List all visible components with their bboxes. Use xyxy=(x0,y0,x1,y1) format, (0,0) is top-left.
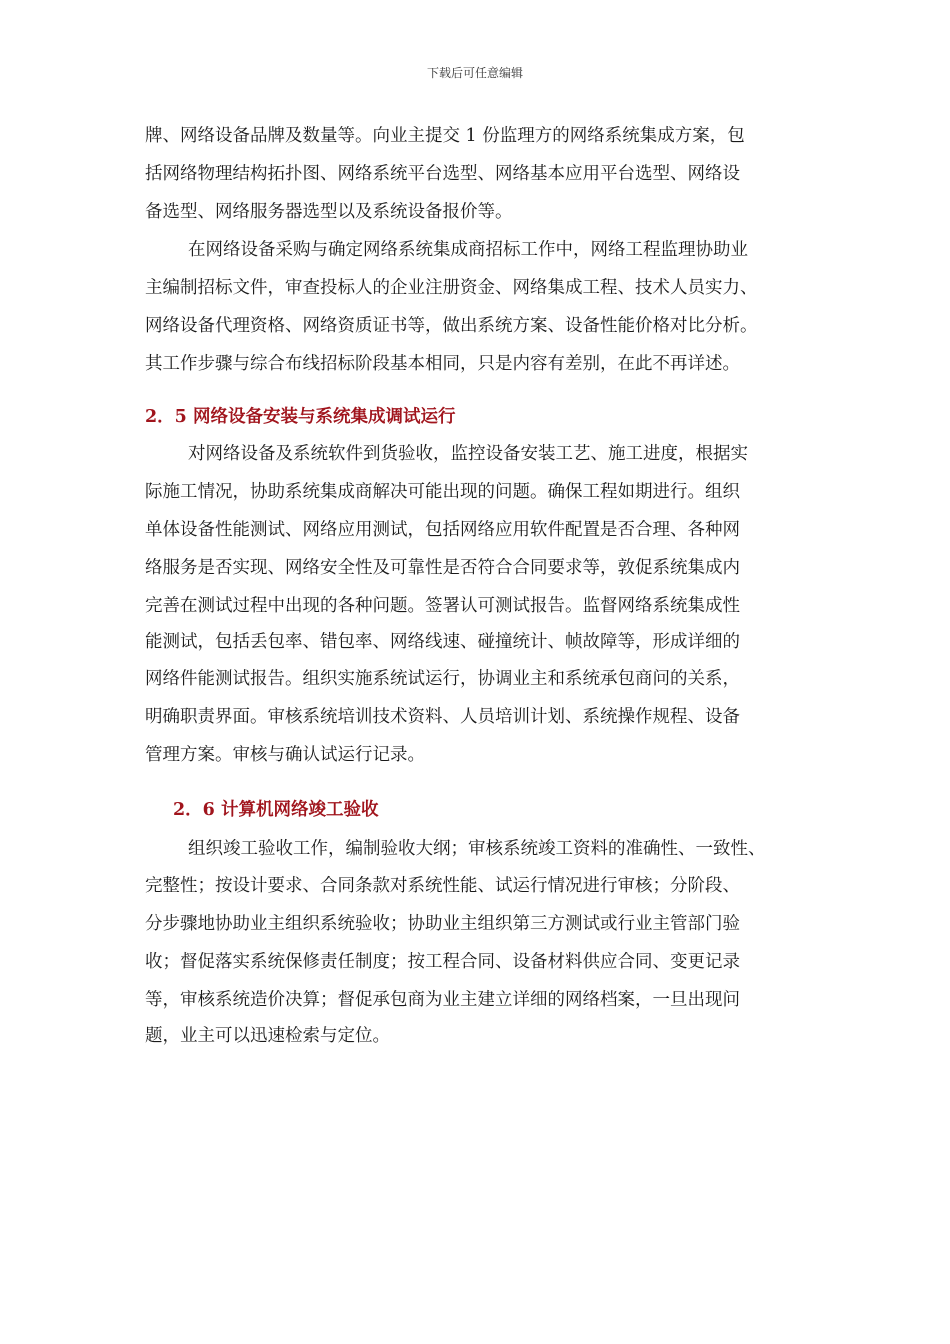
paragraph-line: 完善在测试过程中出现的各种问题。签署认可测试报告。监督网络系统集成性 xyxy=(145,596,740,616)
paragraph-line: 分步骤地协助业主组织系统验收；协助业主组织第三方测试或行业主管部门验 xyxy=(145,914,740,934)
paragraph-line: 明确职责界面。审核系统培训技术资料、人员培训计划、系统操作规程、设备 xyxy=(145,707,740,727)
paragraph-line: 管理方案。审核与确认试运行记录。 xyxy=(145,745,425,765)
section-heading-2-5: 2．5 网络设备安装与系统集成调试运行 xyxy=(145,407,456,427)
section-heading-2-6: 2．6 计算机网络竣工验收 xyxy=(173,800,379,820)
paragraph-line: 对网络设备及系统软件到货验收，监控设备安装工艺、施工进度，根据实 xyxy=(188,444,748,464)
paragraph-line: 网络件能测试报告。组织实施系统试运行，协调业主和系统承包商问的关系， xyxy=(145,669,740,689)
paragraph-line: 能测试，包括丢包率、错包率、网络线速、碰撞统计、帧故障等，形成详细的 xyxy=(145,632,740,652)
paragraph-line: 主编制招标文件，审查投标人的企业注册资金、网络集成工程、技术人员实力、 xyxy=(145,278,758,298)
paragraph-line: 在网络设备采购与确定网络系统集成商招标工作中，网络工程监理协助业 xyxy=(188,240,748,260)
paragraph-line: 网络设备代理资格、网络资质证书等，做出系统方案、设备性能价格对比分析。 xyxy=(145,316,758,336)
paragraph-line: 备选型、网络服务器选型以及系统设备报价等。 xyxy=(145,202,513,222)
paragraph-line: 完整性；按设计要求、合同条款对系统性能、试运行情况进行审核；分阶段、 xyxy=(145,876,740,896)
paragraph-line: 题，业主可以迅速检索与定位。 xyxy=(145,1026,390,1046)
paragraph-line: 际施工情况，协助系统集成商解决可能出现的问题。确保工程如期进行。组织 xyxy=(145,482,740,502)
paragraph-line: 收；督促落实系统保修责任制度；按工程合同、设备材料供应合同、变更记录 xyxy=(145,952,740,972)
paragraph-line: 络服务是否实现、网络安全性及可靠性是否符合合同要求等，敦促系统集成内 xyxy=(145,558,740,578)
paragraph-line: 等，审核系统造价决算；督促承包商为业主建立详细的网络档案，一旦出现问 xyxy=(145,990,740,1010)
paragraph-line: 其工作步骤与综合布线招标阶段基本相同，只是内容有差别，在此不再详述。 xyxy=(145,354,740,374)
paragraph-line: 括网络物理结构拓扑图、网络系统平台选型、网络基本应用平台选型、网络设 xyxy=(145,164,740,184)
paragraph-line: 牌、网络设备品牌及数量等。向业主提交 1 份监理方的网络系统集成方案，包 xyxy=(145,126,745,146)
paragraph-line: 单体设备性能测试、网络应用测试，包括网络应用软件配置是否合理、各种网 xyxy=(145,520,740,540)
header-note: 下载后可任意编辑 xyxy=(426,66,523,80)
paragraph-line: 组织竣工验收工作，编制验收大纲；审核系统竣工资料的准确性、一致性、 xyxy=(188,839,766,859)
